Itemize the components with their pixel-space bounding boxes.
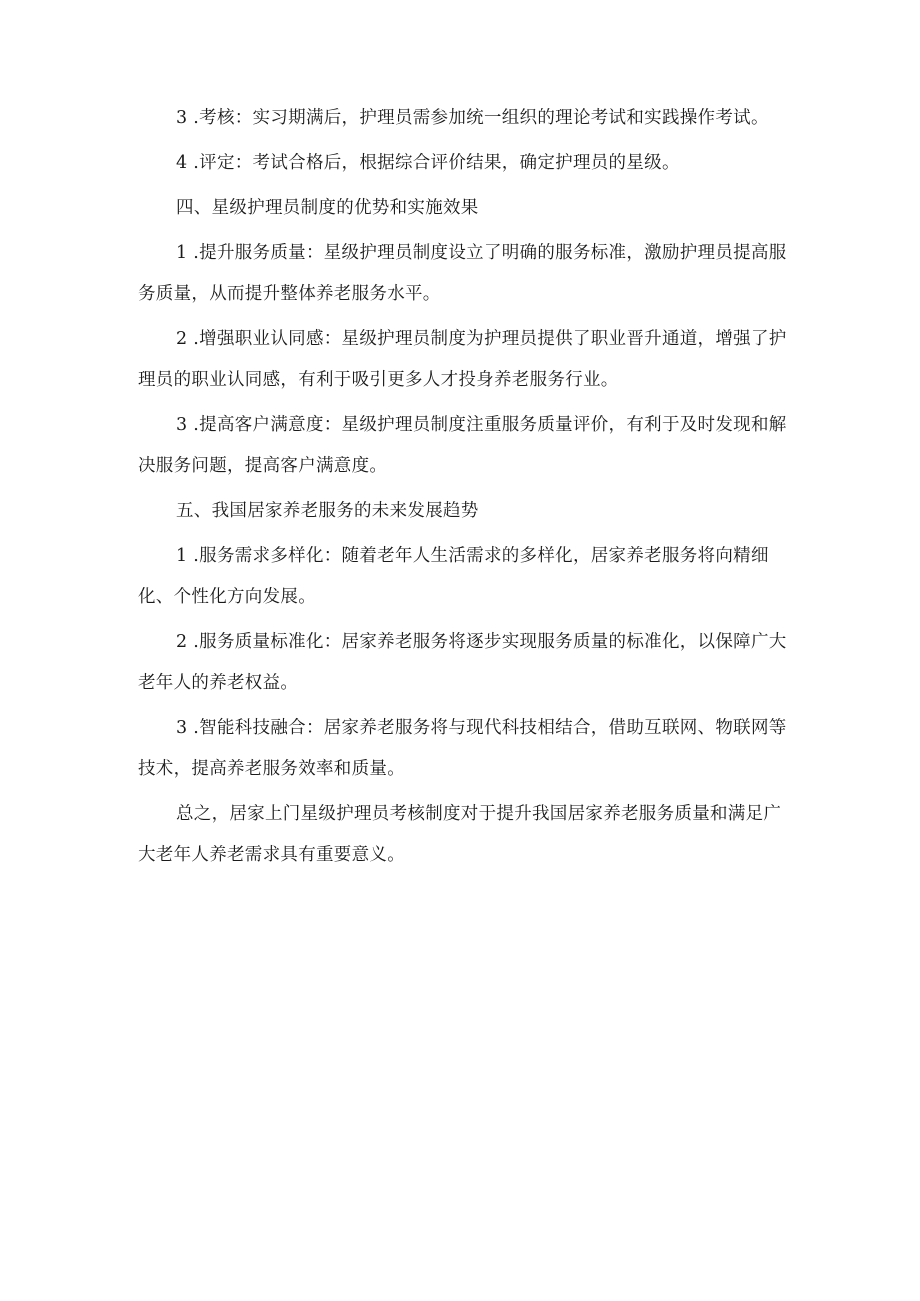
paragraph-diversified-demand: 1 .服务需求多样化：随着老年人生活需求的多样化，居家养老服务将向精细化、个性化方向发展。 <box>138 546 769 607</box>
paragraph-career-identity: 2 .增强职业认同感：星级护理员制度为护理员提供了职业晋升通道，增强了护理员的职业认同感，有利于吸引更多人才投身养老服务行业。 <box>138 329 787 390</box>
paragraph-customer-satisfaction: 3 .提高客户满意度：星级护理员制度注重服务质量评价，有利于及时发现和解决服务问题，提高客户满意度。 <box>138 415 787 476</box>
paragraph-evaluation: 4 .评定：考试合格后，根据综合评价结果，确定护理员的星级。 <box>176 153 680 173</box>
section-heading-advantages: 四、星级护理员制度的优势和实施效果 <box>176 198 479 218</box>
section-heading-trends: 五、我国居家养老服务的未来发展趋势 <box>176 501 479 521</box>
document-body <box>138 98 788 876</box>
paragraph-service-quality: 1 .提升服务质量：星级护理员制度设立了明确的服务标准，激励护理员提高服务质量，从而提升整体养老服务水平。 <box>138 243 787 304</box>
paragraph-standardization: 2 .服务质量标准化：居家养老服务将逐步实现服务质量的标准化，以保障广大老年人的养老权益。 <box>138 632 787 693</box>
paragraph-conclusion: 总之，居家上门星级护理员考核制度对于提升我国居家养老服务质量和满足广大老年人养老需求具有重要意义。 <box>138 804 782 865</box>
paragraph-exam: 3 .考核：实习期满后，护理员需参加统一组织的理论考试和实践操作考试。 <box>176 108 769 128</box>
paragraph-smart-technology: 3 .智能科技融合：居家养老服务将与现代科技相结合，借助互联网、物联网等技术，提高养老服务效率和质量。 <box>138 718 787 779</box>
